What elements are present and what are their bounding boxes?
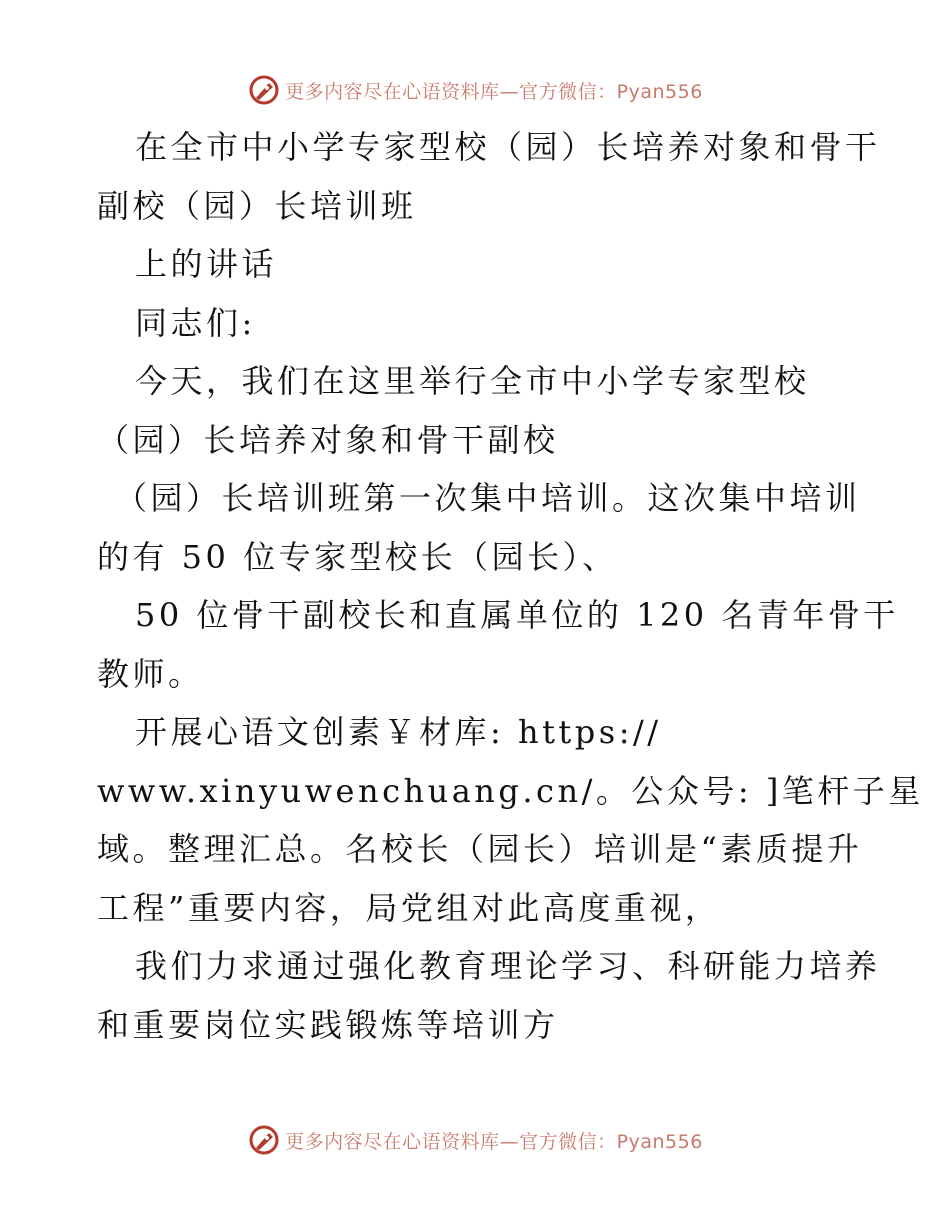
text-line: 上的讲话 bbox=[135, 245, 278, 283]
pen-nib-circle-icon bbox=[247, 73, 281, 107]
text-line: 工程”重要内容，局党组对此高度重视， bbox=[97, 888, 721, 927]
pen-nib-circle-icon bbox=[247, 1123, 281, 1157]
text-line: 50 位骨干副校长和直属单位的 120 名青年骨干 bbox=[135, 596, 899, 634]
text-line: 副校（园）长培训班 bbox=[97, 186, 417, 225]
text-line: 开展心语文创素￥材库: https:// bbox=[135, 713, 662, 751]
header-banner bbox=[0, 70, 950, 110]
text-line: 我们力求通过强化教育理论学习、科研能力培养 bbox=[135, 947, 881, 985]
text-line: （园）长培养对象和骨干副校 bbox=[97, 420, 559, 459]
footer-banner bbox=[0, 1120, 950, 1160]
header-banner-text: 更多内容尽在心语资料库—官方微信：Pyan556 bbox=[285, 80, 703, 103]
footer-banner-text: 更多内容尽在心语资料库—官方微信：Pyan556 bbox=[285, 1130, 703, 1153]
document-body bbox=[97, 118, 924, 1054]
text-line: 和重要岗位实践锻炼等培训方 bbox=[97, 1005, 559, 1044]
text-line: www.xinyuwenchuang.cn/。公众号: ]笔杆子星 bbox=[97, 771, 924, 810]
text-line: 今天，我们在这里举行全市中小学专家型校 bbox=[135, 362, 810, 400]
text-line: 同志们: bbox=[135, 303, 256, 342]
text-line: 域。整理汇总。名校长（园长）培训是“素质提升 bbox=[97, 830, 863, 868]
text-line: 在全市中小学专家型校（园）长培养对象和骨干 bbox=[135, 128, 881, 166]
text-line: 的有 50 位专家型校长（园长）、 bbox=[97, 537, 618, 576]
text-line: （园）长培训班第一次集中培训。这次集中培训 bbox=[115, 479, 861, 517]
text-line: 教师。 bbox=[97, 654, 204, 693]
